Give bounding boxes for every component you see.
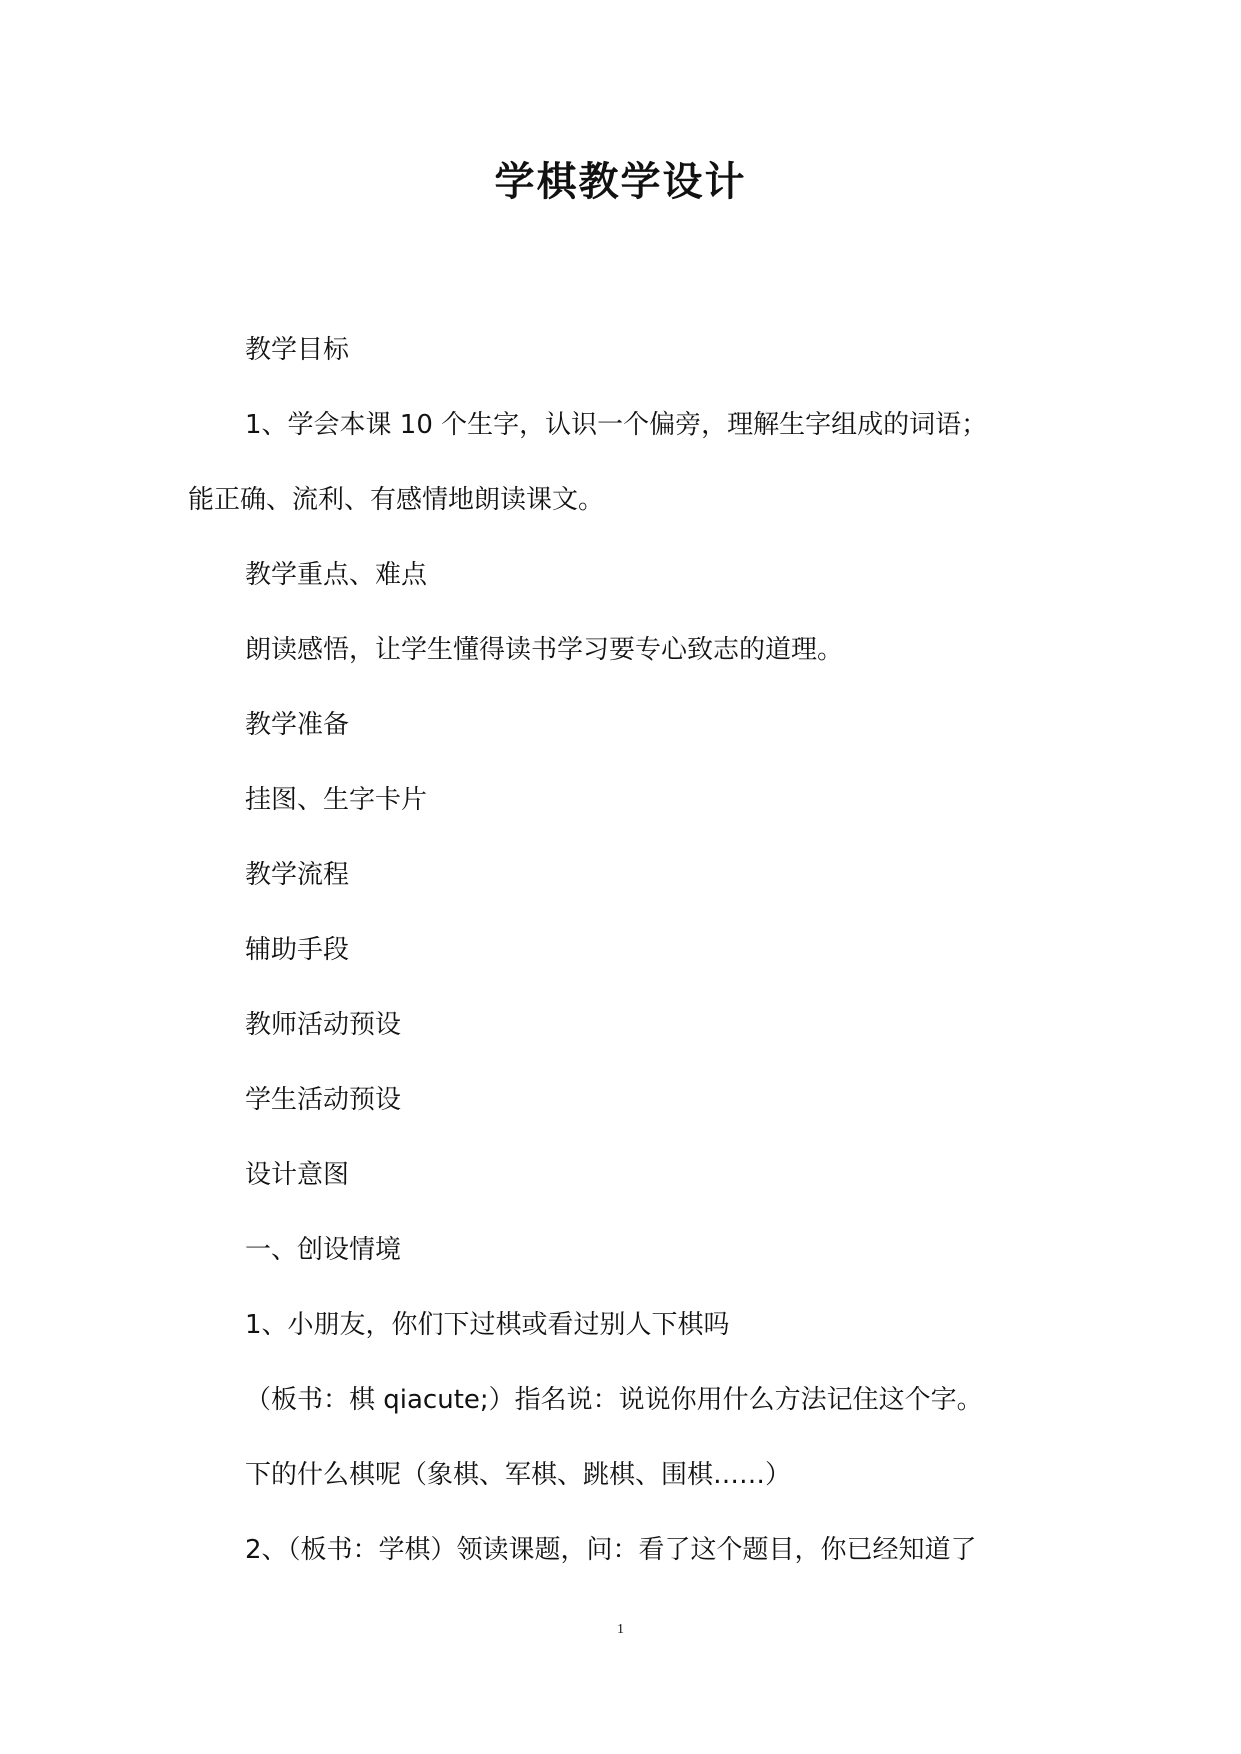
heading-teaching-flow: 教学流程	[245, 860, 350, 890]
paragraph-teacher-activities: 教师活动预设	[245, 1010, 402, 1040]
heading-key-points: 教学重点、难点	[245, 560, 428, 590]
paragraph-step-2: 2、（板书：学棋）领读课题，问：看了这个题目，你已经知道了	[245, 1535, 977, 1565]
heading-teaching-goals: 教学目标	[245, 335, 350, 365]
paragraph-design-intent: 设计意图	[245, 1160, 350, 1190]
paragraph-key-points: 朗读感悟，让学生懂得读书学习要专心致志的道理。	[245, 635, 844, 665]
paragraph-step-1: 1、小朋友，你们下过棋或看过别人下棋吗	[245, 1310, 730, 1340]
paragraph-goal-1: 1、学会本课 10 个生字，认识一个偏旁，理解生字组成的词语；	[245, 410, 988, 440]
heading-section-1: 一、创设情境	[245, 1235, 402, 1265]
paragraph-step-1-board: （板书：棋 qiacute;）指名说：说说你用什么方法记住这个字。	[245, 1385, 983, 1415]
paragraph-goal-1-continued: 能正确、流利、有感情地朗读课文。	[188, 485, 605, 515]
paragraph-student-activities: 学生活动预设	[245, 1085, 402, 1115]
heading-preparation: 教学准备	[245, 710, 350, 740]
paragraph-aids: 辅助手段	[245, 935, 350, 965]
paragraph-preparation: 挂图、生字卡片	[245, 785, 428, 815]
page-number: 1	[617, 1622, 624, 1637]
paragraph-step-1-followup: 下的什么棋呢（象棋、军棋、跳棋、围棋……）	[245, 1460, 792, 1490]
document-title: 学棋教学设计	[494, 158, 747, 205]
